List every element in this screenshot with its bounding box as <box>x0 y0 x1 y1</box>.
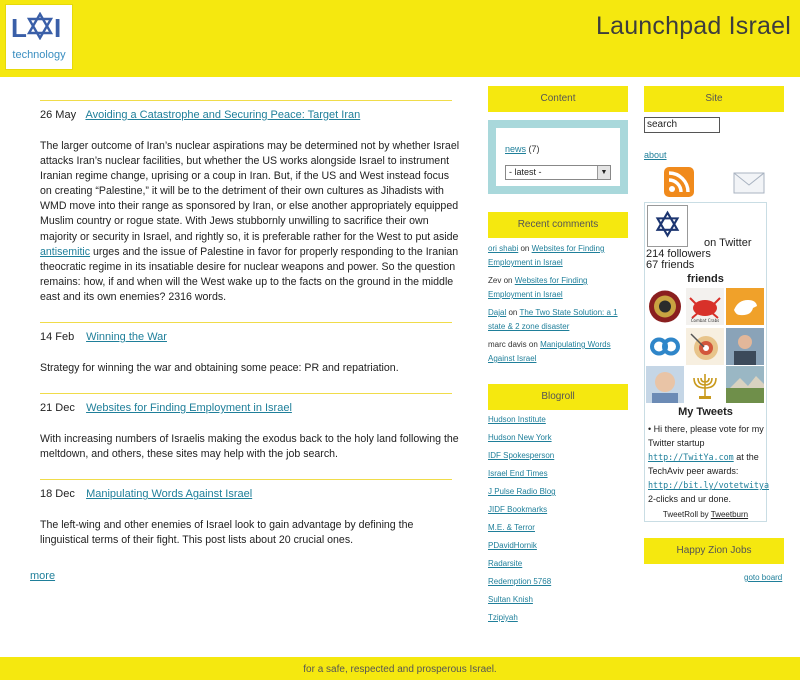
post-divider <box>40 322 452 323</box>
comment-post-link[interactable]: Websites for Finding Employment in Israel <box>488 244 605 267</box>
blogroll-item <box>488 539 628 557</box>
content-box-inner <box>496 128 620 186</box>
about-link[interactable]: about <box>644 150 667 160</box>
comment-item <box>488 274 628 302</box>
tweetroll-credit <box>645 510 766 519</box>
twitter-stats <box>646 249 711 271</box>
post-list <box>30 100 460 549</box>
content-heading: Content <box>488 86 628 112</box>
friend-avatar[interactable] <box>726 366 764 403</box>
tweet-link[interactable]: http://TwitYa.com <box>648 452 734 462</box>
friend-avatar[interactable] <box>686 328 724 365</box>
site-header <box>0 0 800 77</box>
blogroll-list <box>488 413 628 629</box>
friend-avatar[interactable] <box>686 366 724 403</box>
antisemitic-link[interactable]: antisemitic <box>40 245 91 258</box>
comment-on-text: on <box>503 276 513 285</box>
post-header <box>40 109 455 125</box>
post-title-link[interactable]: Websites for Finding Employment in Israel <box>86 402 292 415</box>
post-excerpt-text: urges and the issue of Palestine in favor for properly responding to the Iranian theocratic regime in its insatiable desire for nuclear weapons and power. So the question remains: how, if and when will the West wake up to the facts on the ground in the middle east and its own enemies? 2316 words. <box>40 245 459 303</box>
content-box <box>488 120 628 194</box>
logo-subtitle: technology <box>12 49 66 61</box>
post-date: 21 Dec <box>40 402 75 415</box>
post-item <box>30 322 455 376</box>
latest-select-value: - latest - <box>509 167 542 177</box>
blogroll-item <box>488 413 628 431</box>
friend-avatar[interactable] <box>646 288 684 325</box>
post-header <box>40 402 455 418</box>
post-title-link[interactable]: Winning the War <box>86 331 167 344</box>
followers-count: 214 followers <box>646 248 711 260</box>
blogroll-link[interactable]: M.E. & Terror <box>488 523 535 532</box>
post-title-link[interactable]: Avoiding a Catastrophe and Securing Peace: Target Iran <box>85 109 361 121</box>
site-logo[interactable] <box>5 4 73 70</box>
my-tweets-heading: My Tweets <box>678 406 733 418</box>
friends-heading: friends <box>687 273 724 285</box>
blogroll-link[interactable]: Sultan Knish <box>488 595 533 604</box>
twitter-avatar[interactable] <box>647 205 688 247</box>
post-item <box>30 479 455 548</box>
logo-letter-l: L <box>11 13 27 43</box>
comment-author-link[interactable]: Dajal <box>488 308 507 317</box>
more-link[interactable]: more <box>30 570 56 582</box>
blogroll-link[interactable]: PDavidHornik <box>488 541 537 550</box>
post-excerpt <box>40 139 460 305</box>
email-envelope-icon[interactable] <box>733 170 765 196</box>
blogroll-link[interactable]: Hudson New York <box>488 433 552 442</box>
latest-select[interactable] <box>505 165 611 180</box>
blogroll-link[interactable]: Redemption 5768 <box>488 577 552 586</box>
friends-count: 67 friends <box>646 259 695 271</box>
post-date: 26 May <box>40 109 77 121</box>
blogroll-item <box>488 557 628 575</box>
friend-avatar[interactable] <box>726 288 764 325</box>
news-count: (7) <box>528 144 540 154</box>
recent-comments-heading: Recent comments <box>488 212 628 238</box>
comment-author: marc davis <box>488 340 527 349</box>
blogroll-link[interactable]: Israel End Times <box>488 469 548 478</box>
dropdown-arrow-icon[interactable]: ▼ <box>597 166 610 179</box>
blogroll-link[interactable]: Radarsite <box>488 559 523 568</box>
site-footer: for a safe, respected and prosperous Israel. <box>0 657 800 680</box>
blogroll-link[interactable]: JIDF Bookmarks <box>488 505 548 514</box>
search-input[interactable]: search <box>644 117 720 133</box>
post-excerpt: The left-wing and other enemies of Israel look to gain advantage by defining the linguistical terms of their fight. This post lists about 20 crucial ones. <box>40 519 414 547</box>
on-twitter-label: on Twitter <box>704 237 752 249</box>
comment-on-text: on <box>508 308 518 317</box>
comment-item <box>488 306 628 334</box>
tweetburn-link[interactable]: Tweetburn <box>710 510 749 519</box>
news-entry <box>505 144 540 154</box>
post-date: 18 Dec <box>40 488 75 501</box>
comment-on-text: on <box>528 340 538 349</box>
post-title-link[interactable]: Manipulating Words Against Israel <box>86 488 253 501</box>
post-item <box>30 393 459 462</box>
post-excerpt-text: The larger outcome of Iran’s nuclear aspirations may be determined not by whether Israel attacks Iran’s nuclear facilities, but whether the US works alongside Israel to instrument Iranian regime change, uprising or a coup in Iran. But, if the US and West instead focus on creating “Palestine,” it will be to the detriment of their own cultures as Jihadists with WMD move into their range as sponsored by Iran, or else another appropriately equipped Muslim country or rogue state. With Jews stubbornly unwilling to sacrifice their own majority or security in Israel, and rightly so, it is preferable rather for the West to put aside <box>40 140 460 243</box>
news-link[interactable]: news <box>505 144 527 154</box>
tweet-text: at the TechAviv peer awards: <box>648 452 759 476</box>
twitter-widget <box>644 202 770 522</box>
tweet-link[interactable]: http://bit.ly/votetwitya <box>648 480 770 490</box>
comment-item <box>488 338 628 366</box>
blogroll-item <box>488 467 628 485</box>
star-of-david-icon <box>26 12 54 40</box>
friend-avatar[interactable] <box>686 288 724 325</box>
tweet-item <box>648 422 770 506</box>
recent-comments-list <box>488 242 628 370</box>
friend-avatar[interactable] <box>726 328 764 365</box>
friend-avatar[interactable] <box>646 328 684 365</box>
blogroll-item <box>488 449 628 467</box>
blogroll-item <box>488 521 628 539</box>
blogroll-item <box>488 593 628 611</box>
blogroll-item <box>488 431 628 449</box>
goto-board-link[interactable]: goto board <box>744 573 783 582</box>
site-title[interactable]: Launchpad Israel <box>595 12 791 40</box>
blogroll-link[interactable]: Hudson Institute <box>488 415 546 424</box>
comment-post-link[interactable]: The Two State Solution: a 1 state & 2 zone disaster <box>488 308 618 331</box>
blogroll-link[interactable]: Tzipiyah <box>488 613 518 622</box>
post-item <box>30 100 460 305</box>
post-divider <box>40 479 452 480</box>
post-header <box>40 331 455 347</box>
post-header <box>40 488 455 504</box>
tweetroll-by-text: TweetRoll by <box>662 510 709 519</box>
post-date: 14 Feb <box>40 331 75 344</box>
post-divider <box>40 393 452 394</box>
post-divider <box>40 100 452 101</box>
blogroll-link[interactable]: IDF Spokesperson <box>488 451 555 460</box>
svg-text:Combat Crabs: Combat Crabs <box>690 318 720 323</box>
comment-post-link[interactable]: Websites for Finding Employment in Israel <box>488 276 588 299</box>
blogroll-item <box>488 503 628 521</box>
tweet-text: • Hi there, please vote for my Twitter startup <box>648 424 764 448</box>
friend-avatar[interactable] <box>646 366 684 403</box>
post-excerpt: Strategy for winning the war and obtaining some peace: PR and repatriation. <box>40 362 399 375</box>
blogroll-item <box>488 575 628 593</box>
comment-author: Zev <box>488 276 502 285</box>
comment-post-link[interactable]: Manipulating Words Against Israel <box>488 340 611 363</box>
tweet-text: 2-clicks and ur done. <box>648 494 732 504</box>
post-excerpt: With increasing numbers of Israelis making the exodus back to the holy land following the meltdown, and others, these sites may help with the job search. <box>40 433 459 461</box>
blogroll-item <box>488 485 628 503</box>
site-heading: Site <box>644 86 784 112</box>
comment-author-link[interactable]: ori shabi <box>488 244 519 253</box>
blogroll-item <box>488 611 628 629</box>
blogroll-link[interactable]: J Pulse Radio Blog <box>488 487 556 496</box>
comment-item <box>488 242 628 270</box>
happy-zion-jobs-heading: Happy Zion Jobs <box>644 538 784 564</box>
logo-letter-i: I <box>54 13 62 43</box>
rss-feed-icon[interactable] <box>664 167 694 197</box>
comment-on-text: on <box>520 244 530 253</box>
blogroll-heading: Blogroll <box>488 384 628 410</box>
